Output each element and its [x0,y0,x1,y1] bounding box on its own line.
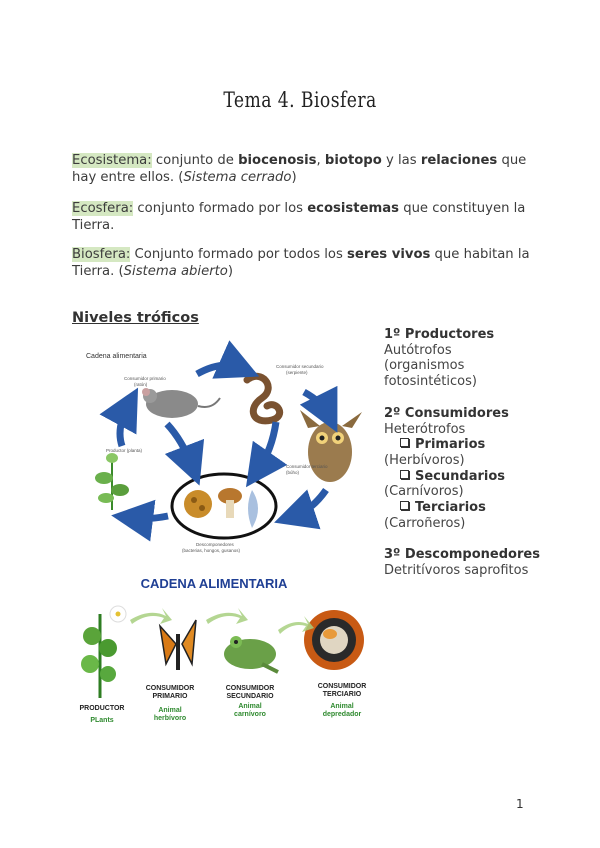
snake-icon [247,376,280,421]
list-item: Secundarios [384,469,554,485]
label-descomponedores: Descomponedores [196,542,234,547]
label-productor: PRODUCTOR [79,705,125,712]
butterfly-icon [160,620,196,670]
linear-food-chain-diagram [72,574,374,730]
arrow-icon [130,608,172,624]
checkbox-icon [400,470,409,479]
arrow-icon [132,516,168,519]
label-c1b: PRIMARIO [152,693,188,700]
label-c1s1: Animal [158,707,182,714]
arrow-icon [294,490,326,516]
label-consumidor-primario: Consumidor primario [124,376,166,381]
arrow-icon [120,406,128,446]
plant-icon [81,606,126,698]
label-productor: Productor (planta) [106,448,143,453]
level-consumidores: 2º Consumidores [384,405,509,421]
label-consumidor-primario-sub: (ratón) [134,382,148,387]
label-c2s2: carnívoro [234,711,266,718]
definition-biosfera: Biosfera: Conjunto formado por todos los seres vivos que habitan la Tierra. (Sistema abierto) [72,247,530,279]
label-consumidor-terciario-sub: (búho) [286,470,300,475]
label-consumidor-secundario-sub: (serpiente) [286,370,308,375]
label-c2a: CONSUMIDOR [225,685,275,692]
snake-icon [304,610,364,670]
checkbox-icon [400,501,409,510]
label-c2b: SECUNDARIO [226,693,274,700]
definition-ecosfera: Ecosfera: conjunto formado por los ecosistemas que constituyen la Tierra. [72,201,526,233]
diagram1-title: Cadena alimentaria [86,353,147,360]
trophic-levels-list: 1º Productores Autótrofos (organismos fotosintéticos) 2º Consumidores Heterótrofos Primarios (Herbívoros) Secundarios (Carnívoros) Terciarios (Carroñeros) 3º Descomponedores Detritívoros saprofitos [384,327,554,579]
arrow-icon [304,392,328,414]
term-biosfera: Biosfera: [72,247,131,262]
level-productores: 1º Productores [384,327,495,342]
label-c3s1: Animal [330,703,354,710]
arrow-icon [258,422,276,470]
mouse-icon [142,388,220,418]
label-consumidor-secundario: Consumidor secundario [276,364,324,369]
arrow-icon [197,365,240,374]
checkbox-icon [400,438,409,447]
diagram2-title: CADENA ALIMENTARIA [140,576,288,591]
term-ecosfera: Ecosfera: [72,201,134,216]
chain-arrows [130,608,314,634]
label-productor-sub: PLants [90,717,114,724]
page-title: Tema 4. Biosfera [223,88,377,112]
page-number: 1 [516,797,524,811]
label-descomponedores-sub: (bacterias, hongos, gusanos) [182,548,241,553]
label-c3a: CONSUMIDOR [317,683,367,690]
plant-icon [95,453,129,510]
food-chain-cycle-diagram [72,340,374,562]
arrow-icon [206,608,248,624]
label-c3s2: depredador [322,711,362,718]
section-title: Niveles tróficos [72,310,199,326]
term-ecosistema: Ecosistema: [72,153,152,168]
label-c1a: CONSUMIDOR [145,685,195,692]
label-c3b: TERCIARIO [322,691,362,698]
label-consumidor-terciario: Consumidor terciario [286,464,328,469]
label-c2s1: Animal [238,703,262,710]
definition-ecosistema: Ecosistema: conjunto de biocenosis, biotopo y las relaciones que hay entre ellos. (Sistema cerrado) [72,153,527,185]
owl-icon [300,410,362,482]
label-c1s2: herbívoro [153,715,187,722]
level-descomponedores: 3º Descomponedores [384,547,540,563]
list-item: Primarios [384,437,554,453]
arrow-icon [167,424,192,466]
frog-icon [224,636,278,672]
decomposers-oval [172,474,276,538]
list-item: Terciarios [384,500,554,516]
